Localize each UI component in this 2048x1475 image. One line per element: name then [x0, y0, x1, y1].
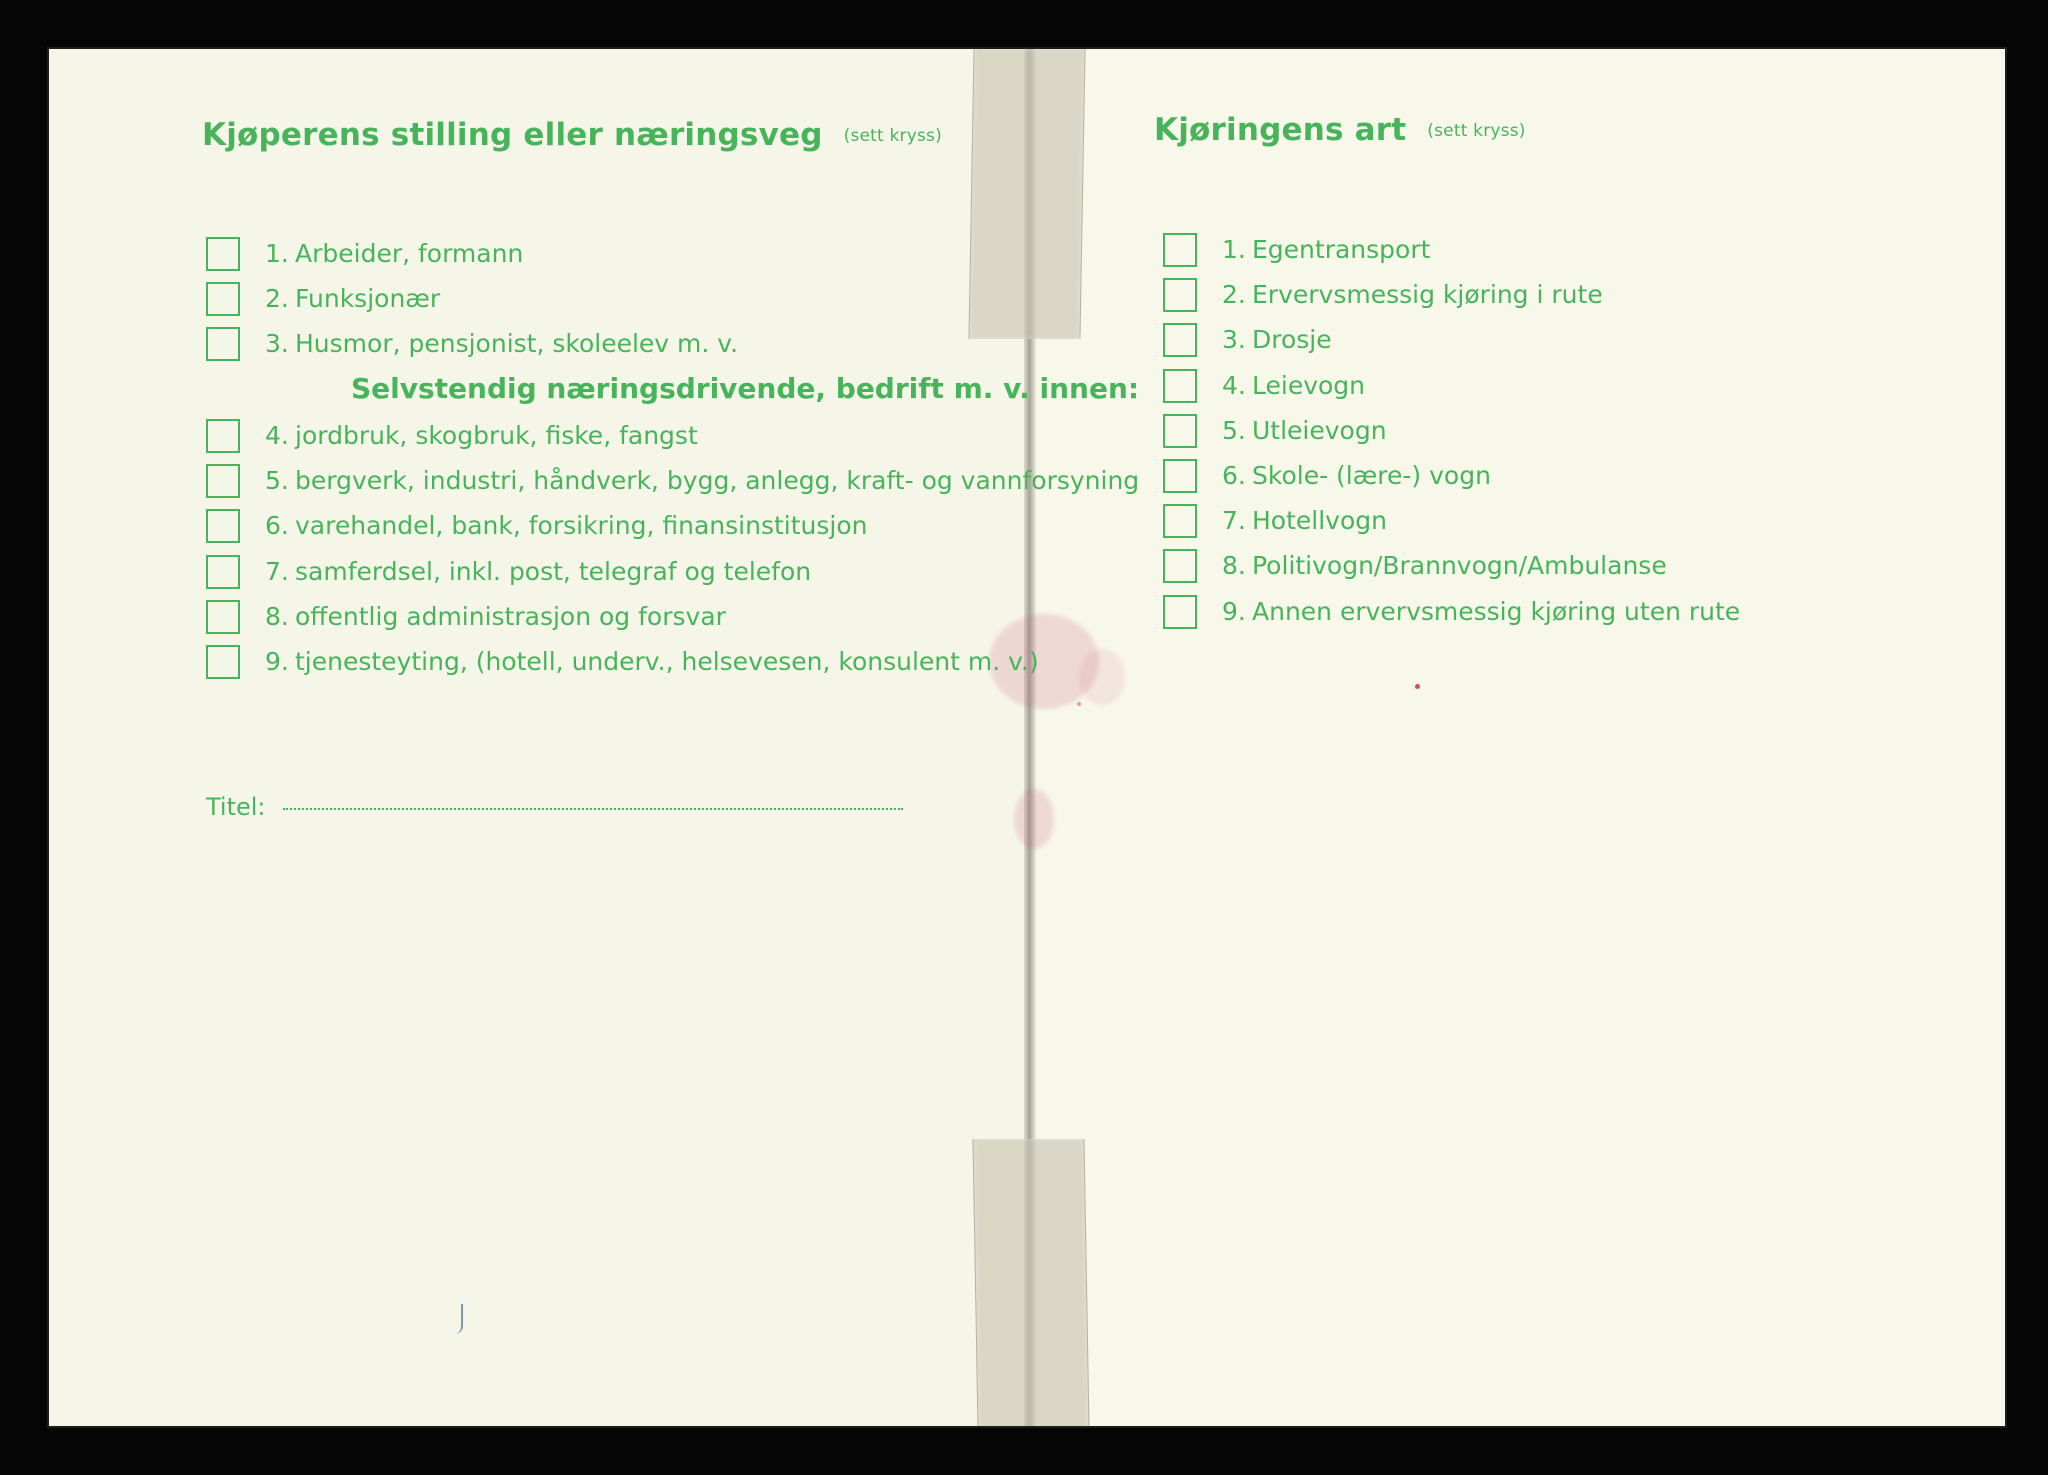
occupation-number: 8. — [265, 601, 289, 631]
left-section-title — [202, 117, 942, 153]
occupation-number: 2. — [265, 284, 289, 314]
occupation-number: 6. — [265, 511, 289, 541]
checkbox-driving-type-3[interactable] — [1163, 323, 1197, 357]
left-page — [49, 49, 1029, 1426]
occupation-label: Funksjonær — [295, 284, 441, 314]
right-section-title — [1154, 112, 1526, 148]
checkbox-driving-type-7[interactable] — [1163, 504, 1197, 538]
driving-type-label: Annen ervervsmessig kjøring uten rute — [1252, 596, 1741, 626]
driving-type-number: 8. — [1222, 551, 1246, 581]
occupation-number: 5. — [265, 466, 289, 496]
red-dot-mark — [1415, 684, 1420, 689]
self-employed-subheading: Selvstendig næringsdrivende, bedrift m. v. innen: — [351, 372, 1140, 405]
left-section-title-text: Kjøperens stilling eller næringsveg — [202, 117, 823, 153]
occupation-label: offentlig administrasjon og forsvar — [295, 601, 726, 631]
occupation-label: jordbruk, skogbruk, fiske, fangst — [295, 421, 698, 450]
checkbox-driving-type-8[interactable] — [1163, 549, 1197, 583]
driving-type-label: Leievogn — [1252, 370, 1366, 400]
driving-type-label: Hotellvogn — [1252, 506, 1387, 536]
occupation-number: 3. — [265, 329, 289, 359]
form-sheet — [47, 47, 2007, 1428]
right-section-title-note: (sett kryss) — [1427, 121, 1526, 141]
driving-type-label: Politivogn/Brannvogn/Ambulanse — [1252, 551, 1667, 581]
occupation-number: 4. — [265, 421, 289, 450]
checkbox-occupation-1[interactable] — [206, 237, 240, 271]
pen-mark — [455, 1304, 463, 1334]
occupation-label: tjenesteyting, (hotell, underv., helsevesen, konsulent m. v.) — [295, 646, 1039, 676]
checkbox-occupation-4[interactable] — [206, 419, 240, 453]
checkbox-occupation-7[interactable] — [206, 555, 240, 589]
stain-mark — [1079, 649, 1125, 705]
stain-mark — [1014, 789, 1054, 849]
driving-type-number: 7. — [1222, 506, 1246, 536]
checkbox-occupation-6[interactable] — [206, 509, 240, 543]
checkbox-occupation-5[interactable] — [206, 464, 240, 498]
driving-type-number: 3. — [1222, 325, 1246, 355]
occupation-number: 7. — [265, 556, 289, 586]
driving-type-label: Egentransport — [1252, 235, 1431, 264]
title-field — [206, 793, 903, 821]
occupation-label: Arbeider, formann — [295, 239, 524, 268]
driving-type-label: Drosje — [1252, 325, 1332, 355]
checkbox-driving-type-5[interactable] — [1163, 414, 1197, 448]
checkbox-driving-type-2[interactable] — [1163, 278, 1197, 312]
checkbox-driving-type-9[interactable] — [1163, 595, 1197, 629]
occupation-number: 1. — [265, 239, 289, 268]
title-field-input-line[interactable] — [283, 808, 903, 810]
driving-type-number: 9. — [1222, 596, 1246, 626]
checkbox-occupation-9[interactable] — [206, 645, 240, 679]
red-dot-mark — [1077, 702, 1081, 706]
checkbox-occupation-2[interactable] — [206, 282, 240, 316]
driving-type-number: 6. — [1222, 460, 1246, 490]
left-section-title-note: (sett kryss) — [843, 126, 942, 146]
driving-type-label: Utleievogn — [1252, 415, 1387, 445]
driving-type-label: Ervervsmessig kjøring i rute — [1252, 280, 1603, 310]
occupation-label: bergverk, industri, håndverk, bygg, anlegg, kraft- og vannforsyning — [295, 466, 1140, 496]
driving-type-label: Skole- (lære-) vogn — [1252, 460, 1491, 490]
driving-type-number: 4. — [1222, 370, 1246, 400]
tape-top — [968, 49, 1085, 339]
occupation-label: Husmor, pensjonist, skoleelev m. v. — [295, 329, 739, 359]
checkbox-driving-type-4[interactable] — [1163, 369, 1197, 403]
title-field-label: Titel: — [206, 793, 266, 821]
occupation-label: samferdsel, inkl. post, telegraf og telefon — [295, 556, 812, 586]
tape-bottom — [972, 1139, 1089, 1428]
checkbox-occupation-3[interactable] — [206, 327, 240, 361]
checkbox-driving-type-6[interactable] — [1163, 459, 1197, 493]
driving-type-number: 5. — [1222, 415, 1246, 445]
occupation-label: varehandel, bank, forsikring, finansinstitusjon — [295, 511, 868, 541]
checkbox-occupation-8[interactable] — [206, 600, 240, 634]
checkbox-driving-type-1[interactable] — [1163, 233, 1197, 267]
occupation-number: 9. — [265, 646, 289, 676]
driving-type-number: 2. — [1222, 280, 1246, 310]
right-section-title-text: Kjøringens art — [1154, 112, 1407, 148]
driving-type-number: 1. — [1222, 235, 1246, 264]
